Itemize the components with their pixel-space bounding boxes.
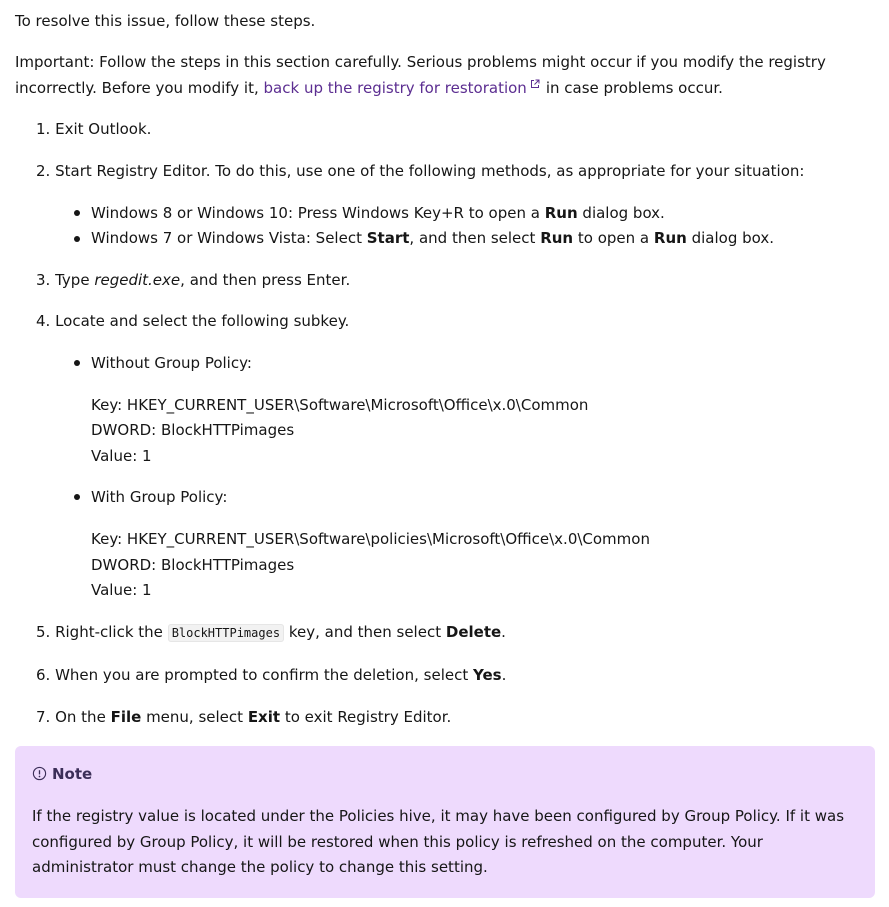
- step-6-period: .: [501, 666, 507, 684]
- external-link-icon: [530, 79, 540, 89]
- step-7-text-after: to exit Registry Editor.: [284, 708, 452, 726]
- important-text-before: Important: Follow the steps in this section carefully. Serious problems might occur if you modify the registry incorrectly. Before you modify it,: [15, 53, 826, 97]
- step-5: [36, 620, 506, 647]
- step-7: [36, 705, 451, 731]
- step-2: [36, 159, 804, 185]
- step-number: 3.: [36, 271, 51, 289]
- backup-registry-link-text[interactable]: back up the registry for restoration: [263, 78, 527, 97]
- info-circle-icon: [32, 766, 47, 781]
- with-group-policy-label: With Group Policy:: [91, 488, 228, 506]
- step-6: [36, 663, 506, 689]
- bullet-dot: [74, 236, 80, 242]
- note-body: If the registry value is located under the Policies hive, it may have been configured by Group Policy. If it was configured by Group Policy, it will be restored when this policy is refreshed on the computer. Your administrator must change the policy to change this setting.: [32, 807, 845, 876]
- step-4: [36, 309, 349, 335]
- step-number: 4.: [36, 312, 51, 330]
- step-5-text-mid: key, and then select: [288, 623, 442, 641]
- step-number: 5.: [36, 623, 51, 641]
- step-2-bullet-2: [91, 226, 774, 252]
- yes-label: Yes: [473, 666, 502, 684]
- step-1-text: Exit Outlook.: [55, 120, 152, 138]
- registry-value: Value: 1: [91, 447, 152, 465]
- bullet-dot: [74, 360, 80, 366]
- note-title: [32, 764, 92, 784]
- step-2-bullet-1: [91, 201, 665, 227]
- without-group-policy-label: Without Group Policy:: [91, 354, 252, 372]
- registry-key-path: Key: HKEY_CURRENT_USER\Software\policies\Microsoft\Office\x.0\Common: [91, 530, 650, 548]
- exit-label: Exit: [247, 708, 281, 726]
- step-5-period: .: [501, 623, 506, 641]
- step-3-text: Type: [55, 271, 90, 289]
- registry-dword-name: DWORD: BlockHTTPimages: [91, 556, 295, 574]
- start-label: Start: [366, 229, 410, 247]
- step-number: 7.: [36, 708, 51, 726]
- step-4-text: Locate and select the following subkey.: [55, 312, 350, 330]
- bullet-text: dialog box.: [582, 204, 665, 222]
- run-label: Run: [544, 204, 578, 222]
- inline-code-blockhttpimages: BlockHTTPimages: [168, 624, 284, 642]
- bullet-text: Windows 8 or Windows 10: Press Windows Key+R to open a: [91, 204, 540, 222]
- step-number: 1.: [36, 120, 51, 138]
- step-7-text: On the: [55, 708, 106, 726]
- step-3: [36, 268, 350, 294]
- bullet-text: Windows 7 or Windows Vista: Select: [91, 229, 362, 247]
- step-1: [36, 117, 151, 143]
- run-label: Run: [653, 229, 687, 247]
- backup-registry-link[interactable]: [264, 79, 546, 97]
- note-callout: [15, 746, 875, 898]
- step-number: 6.: [36, 666, 51, 684]
- regedit-filename: regedit.exe: [94, 271, 181, 289]
- step-5-text: Right-click the: [55, 623, 163, 641]
- bullet-dot: [74, 210, 80, 216]
- bullet-text: to open a: [577, 229, 650, 247]
- registry-key-path: Key: HKEY_CURRENT_USER\Software\Microsoft\Office\x.0\Common: [91, 396, 589, 414]
- important-warning: [15, 50, 875, 101]
- bullet-dot: [74, 494, 80, 500]
- run-label: Run: [540, 229, 574, 247]
- registry-value: Value: 1: [91, 581, 152, 599]
- step-3-text-after: , and then press Enter.: [180, 271, 351, 289]
- important-text-after: in case problems occur.: [545, 78, 723, 97]
- registry-dword-name: DWORD: BlockHTTPimages: [91, 421, 295, 439]
- step-2-text: Start Registry Editor. To do this, use one of the following methods, as appropriate for your situation:: [55, 162, 805, 180]
- step-6-text: When you are prompted to confirm the deletion, select: [55, 666, 469, 684]
- step-number: 2.: [36, 162, 51, 180]
- delete-label: Delete: [445, 623, 502, 641]
- intro-text: To resolve this issue, follow these steps.: [15, 12, 316, 30]
- note-title-text: Note: [52, 765, 93, 783]
- bullet-text: dialog box.: [691, 229, 775, 247]
- step-7-text-mid: menu, select: [146, 708, 244, 726]
- bullet-text: , and then select: [409, 229, 536, 247]
- file-menu-label: File: [110, 708, 142, 726]
